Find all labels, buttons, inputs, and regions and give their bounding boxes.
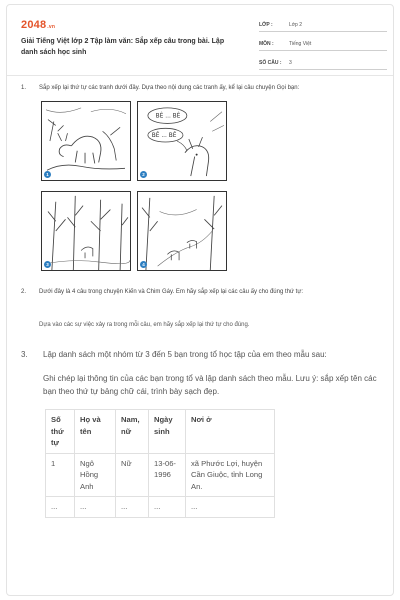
- comic-panel-1: [41, 101, 131, 181]
- table-header: Số thứ tự: [46, 410, 75, 454]
- question-number: 3.: [21, 350, 28, 359]
- meta-key: LỚP :: [259, 22, 273, 28]
- table-cell: Ngô Hồng Anh: [75, 453, 116, 497]
- table-cell: xã Phước Lợi, huyện Cần Giuộc, tỉnh Long An.: [186, 453, 275, 497]
- meta-key: SỐ CÂU :: [259, 60, 282, 66]
- question-text: Sắp xếp lại thứ tự các tranh dưới đây. Dựa theo nội dung các tranh ấy, kể lại câu chuyện Gọi bạn:: [39, 85, 300, 91]
- goat-drinking-illustration: [42, 102, 130, 180]
- logo-text: 2048: [21, 19, 47, 31]
- meta-key: MÔN :: [259, 41, 274, 47]
- table-cell: 13-06-1996: [149, 453, 186, 497]
- meta-value: Lớp 2: [289, 22, 303, 28]
- table-cell: ...: [149, 497, 186, 518]
- panel-number: 3: [44, 261, 51, 268]
- table-header: Họ và tên: [75, 410, 116, 454]
- forest-illustration: [42, 192, 130, 270]
- question-text: Lập danh sách một nhóm từ 3 đến 5 bạn trong tổ học tập của em theo mẫu sau:: [43, 350, 327, 359]
- panel-number: 4: [140, 261, 147, 268]
- table-header-row: [46, 410, 275, 454]
- speech-bubble-text-1: BÊ ... BÊ: [155, 113, 181, 120]
- table-cell: ...: [186, 497, 275, 518]
- table-row: [46, 497, 275, 518]
- page-title: Giải Tiếng Việt lớp 2 Tập làm văn: Sắp xếp câu trong bài. Lập danh sách học sinh: [21, 38, 225, 56]
- table-header: Ngày sinh: [149, 410, 186, 454]
- panel-number: 1: [44, 171, 51, 178]
- question-text: Dưới đây là 4 câu trong chuyện Kiến và Chim Gáy. Em hãy sắp xếp lại các câu ấy cho đúng thứ tự:: [39, 289, 304, 295]
- table-cell: ...: [116, 497, 149, 518]
- student-list-table: [45, 409, 275, 518]
- site-logo[interactable]: [21, 19, 55, 31]
- question-number: 1.: [21, 85, 27, 91]
- table-cell: Nữ: [116, 453, 149, 497]
- table-cell: ...: [46, 497, 75, 518]
- question-2: [21, 288, 383, 298]
- question-3-note: Ghi chép lại thông tin của các bạn trong tổ và lập danh sách theo mẫu. Lưu ý: sắp xếp tên các bạn theo thứ tự bảng chữ cái, trình bày sạch đẹp.: [43, 374, 377, 396]
- header-divider: [7, 75, 393, 76]
- speech-bubble-text-2: BÊ ... BÊ: [151, 133, 177, 140]
- meta-panel: [259, 19, 387, 76]
- question-3: [21, 348, 389, 361]
- comic-grid: [41, 101, 233, 271]
- comic-panel-2: [137, 101, 227, 181]
- table-cell: 1: [46, 453, 75, 497]
- goats-walking-illustration: [138, 192, 226, 270]
- goat-calling-illustration: [138, 102, 226, 180]
- table-header: Nơi ở: [186, 410, 275, 454]
- question-1: [21, 84, 383, 94]
- document-page: [6, 4, 394, 596]
- meta-row-grade: [259, 19, 387, 32]
- meta-value: 3: [289, 60, 292, 66]
- meta-row-count: [259, 57, 387, 70]
- question-2-note: Dựa vào các sự việc xảy ra trong mỗi câu, em hãy sắp xếp lại thứ tự cho đúng.: [39, 322, 250, 328]
- meta-value: Tiếng Việt: [289, 41, 312, 47]
- logo-tld: .vn: [47, 24, 56, 30]
- table-cell: ...: [75, 497, 116, 518]
- table-header: Nam, nữ: [116, 410, 149, 454]
- table-row: [46, 453, 275, 497]
- question-number: 2.: [21, 289, 27, 295]
- comic-panel-3: [41, 191, 131, 271]
- meta-row-subject: [259, 38, 387, 51]
- panel-number: 2: [140, 171, 147, 178]
- comic-panel-4: [137, 191, 227, 271]
